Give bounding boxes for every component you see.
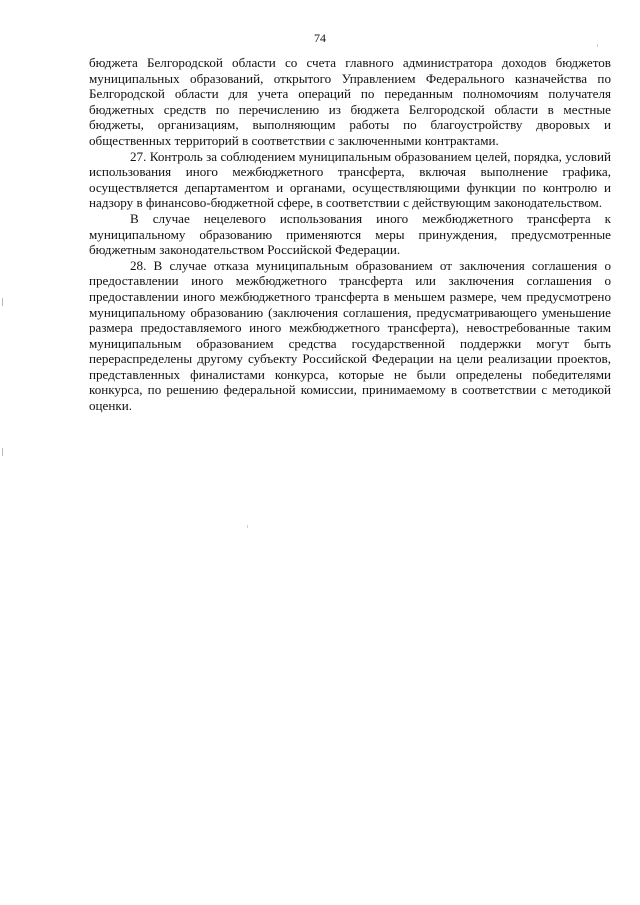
paragraph-27: 27. Контроль за соблюдением муниципальным образованием целей, порядка, условий использования иного межбюджетного трансферта, включая выполнение графика, осуществляется департаментом и органами, осуществляющими функции по контролю и надзору в финансово-бюджетной сфере, в соответствии с действующим законодательством.: [89, 148, 611, 211]
document-body: [89, 55, 611, 414]
scan-speck: [247, 525, 248, 528]
paragraph-continuation: бюджета Белгородской области со счета главного администратора доходов бюджетов муниципальных образований, открытого Управлением Федерального казначейства по Белгородской области для учета операций по переданным полномочиям получателя бюджетных средств по перечислению из бюджета Белгородской области в местные бюджеты, организациям, выполняющим работы по благоустройству дворовых и общественных территорий в соответствии с заключенными контрактами.: [89, 55, 611, 148]
scan-margin-mark: [2, 448, 3, 456]
paragraph-misuse: В случае нецелевого использования иного межбюджетного трансферта к муниципальному образованию применяются меры принуждения, предусмотренные бюджетным законодательством Российской Федерации.: [89, 210, 611, 258]
page-number: 74: [314, 31, 326, 45]
paragraph-28: 28. В случае отказа муниципальным образованием от заключения соглашения о предоставлении иного межбюджетного трансферта или заключения соглашения о предоставлении иного межбюджетного трансферта в меньшем размере, чем предусмотрено муниципальному образованию (заключения соглашения, предусматривающего уменьшение размера предоставляемого иного межбюджетного трансферта), невостребованные таким муниципальным образованием средства государственной поддержки могут быть перераспределены другому субъекту Российской Федерации на цели реализации проектов, представленных финалистами конкурса, которые не были определены победителями конкурса, по решению федеральной комиссии, принимаемому в соответствии с методикой оценки.: [89, 257, 611, 414]
scan-margin-mark: [2, 298, 3, 306]
scan-speck: [597, 44, 598, 47]
